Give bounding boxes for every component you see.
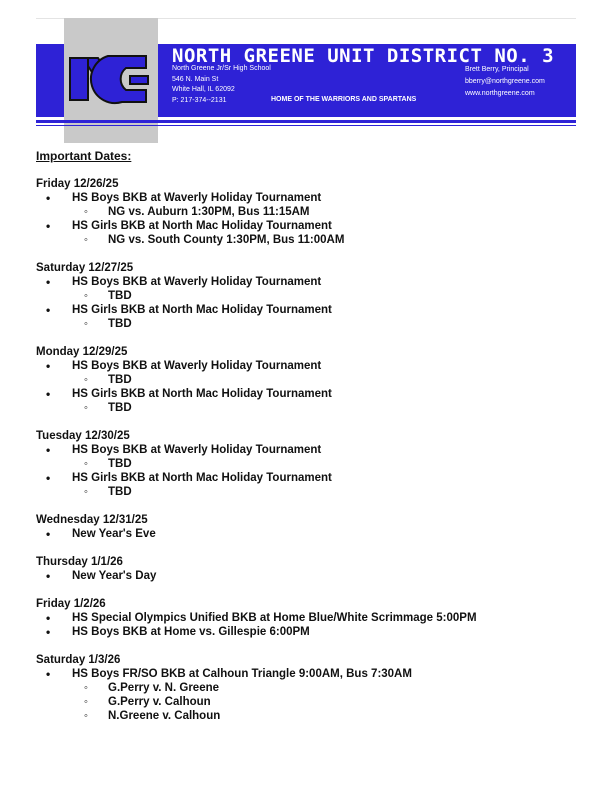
date-heading: Wednesday 12/31/25 xyxy=(36,514,148,526)
event-item: • HS Girls BKB at North Mac Holiday Tournament xyxy=(36,387,586,401)
date-heading: Friday 12/26/25 xyxy=(36,178,119,190)
logo-n-left-bar xyxy=(70,58,88,100)
date-heading: Thursday 1/1/26 xyxy=(36,556,123,568)
district-title: NORTH GREENE UNIT DISTRICT NO. 3 xyxy=(172,45,555,67)
website-link[interactable]: www.northgreene.com xyxy=(465,90,535,97)
event-item: • HS Special Olympics Unified BKB at Home Blue/White Scrimmage 5:00PM xyxy=(36,611,586,625)
event-detail: ◦ TBD xyxy=(36,457,586,471)
logo-g-bar xyxy=(130,76,148,84)
event-item: • HS Boys BKB at Waverly Holiday Tournament xyxy=(36,191,586,205)
contact-block xyxy=(465,64,545,100)
event-detail: ◦ TBD xyxy=(36,289,586,303)
event-item: • HS Boys FR/SO BKB at Calhoun Triangle 9:00AM, Bus 7:30AM xyxy=(36,667,586,681)
section-heading: Important Dates: xyxy=(36,149,132,163)
event-item: • HS Girls BKB at North Mac Holiday Tournament xyxy=(36,303,586,317)
phone-number: P: 217-374--2131 xyxy=(172,96,227,104)
address-block xyxy=(172,64,271,106)
event-detail: ◦ TBD xyxy=(36,317,586,331)
event-detail: ◦ NG vs. South County 1:30PM, Bus 11:00AM xyxy=(36,233,586,247)
event-detail: ◦ TBD xyxy=(36,373,586,387)
date-heading: Monday 12/29/25 xyxy=(36,346,128,358)
logo-text: NG xyxy=(111,108,113,109)
city-address: White Hall, IL 62092 xyxy=(172,86,235,93)
event-detail: ◦ TBD xyxy=(36,485,586,499)
header-rule-thick xyxy=(36,120,576,123)
event-item: • HS Girls BKB at North Mac Holiday Tournament xyxy=(36,219,586,233)
event-detail: ◦ G.Perry v. N. Greene xyxy=(36,681,586,695)
email-link[interactable]: bberry@northgreene.com xyxy=(465,78,545,85)
event-detail: ◦ N.Greene v. Calhoun xyxy=(36,709,586,723)
motto: HOME OF THE WARRIORS AND SPARTANS xyxy=(271,96,417,103)
event-item: • HS Boys BKB at Waverly Holiday Tournament xyxy=(36,443,586,457)
date-heading: Friday 1/2/26 xyxy=(36,598,106,610)
principal-name: Brett Berry, Principal xyxy=(465,66,529,73)
date-heading: Saturday 12/27/25 xyxy=(36,262,134,274)
event-item: • HS Girls BKB at North Mac Holiday Tournament xyxy=(36,471,586,485)
date-heading: Saturday 1/3/26 xyxy=(36,654,121,666)
date-heading: Tuesday 12/30/25 xyxy=(36,430,130,442)
important-dates xyxy=(36,149,586,723)
street-address: 546 N. Main St xyxy=(172,75,219,83)
school-name: North Greene Jr/Sr High School xyxy=(172,65,271,72)
event-detail: ◦ NG vs. Auburn 1:30PM, Bus 11:15AM xyxy=(36,205,586,219)
event-detail: ◦ TBD xyxy=(36,401,586,415)
event-item: • New Year's Day xyxy=(36,569,586,583)
ng-logo xyxy=(64,48,158,110)
event-detail: ◦ G.Perry v. Calhoun xyxy=(36,695,586,709)
event-item: • HS Boys BKB at Home vs. Gillespie 6:00PM xyxy=(36,625,586,639)
event-item: • New Year's Eve xyxy=(36,527,586,541)
event-item: • HS Boys BKB at Waverly Holiday Tournament xyxy=(36,275,586,289)
event-item: • HS Boys BKB at Waverly Holiday Tournament xyxy=(36,359,586,373)
header-rule-thin xyxy=(36,125,576,126)
